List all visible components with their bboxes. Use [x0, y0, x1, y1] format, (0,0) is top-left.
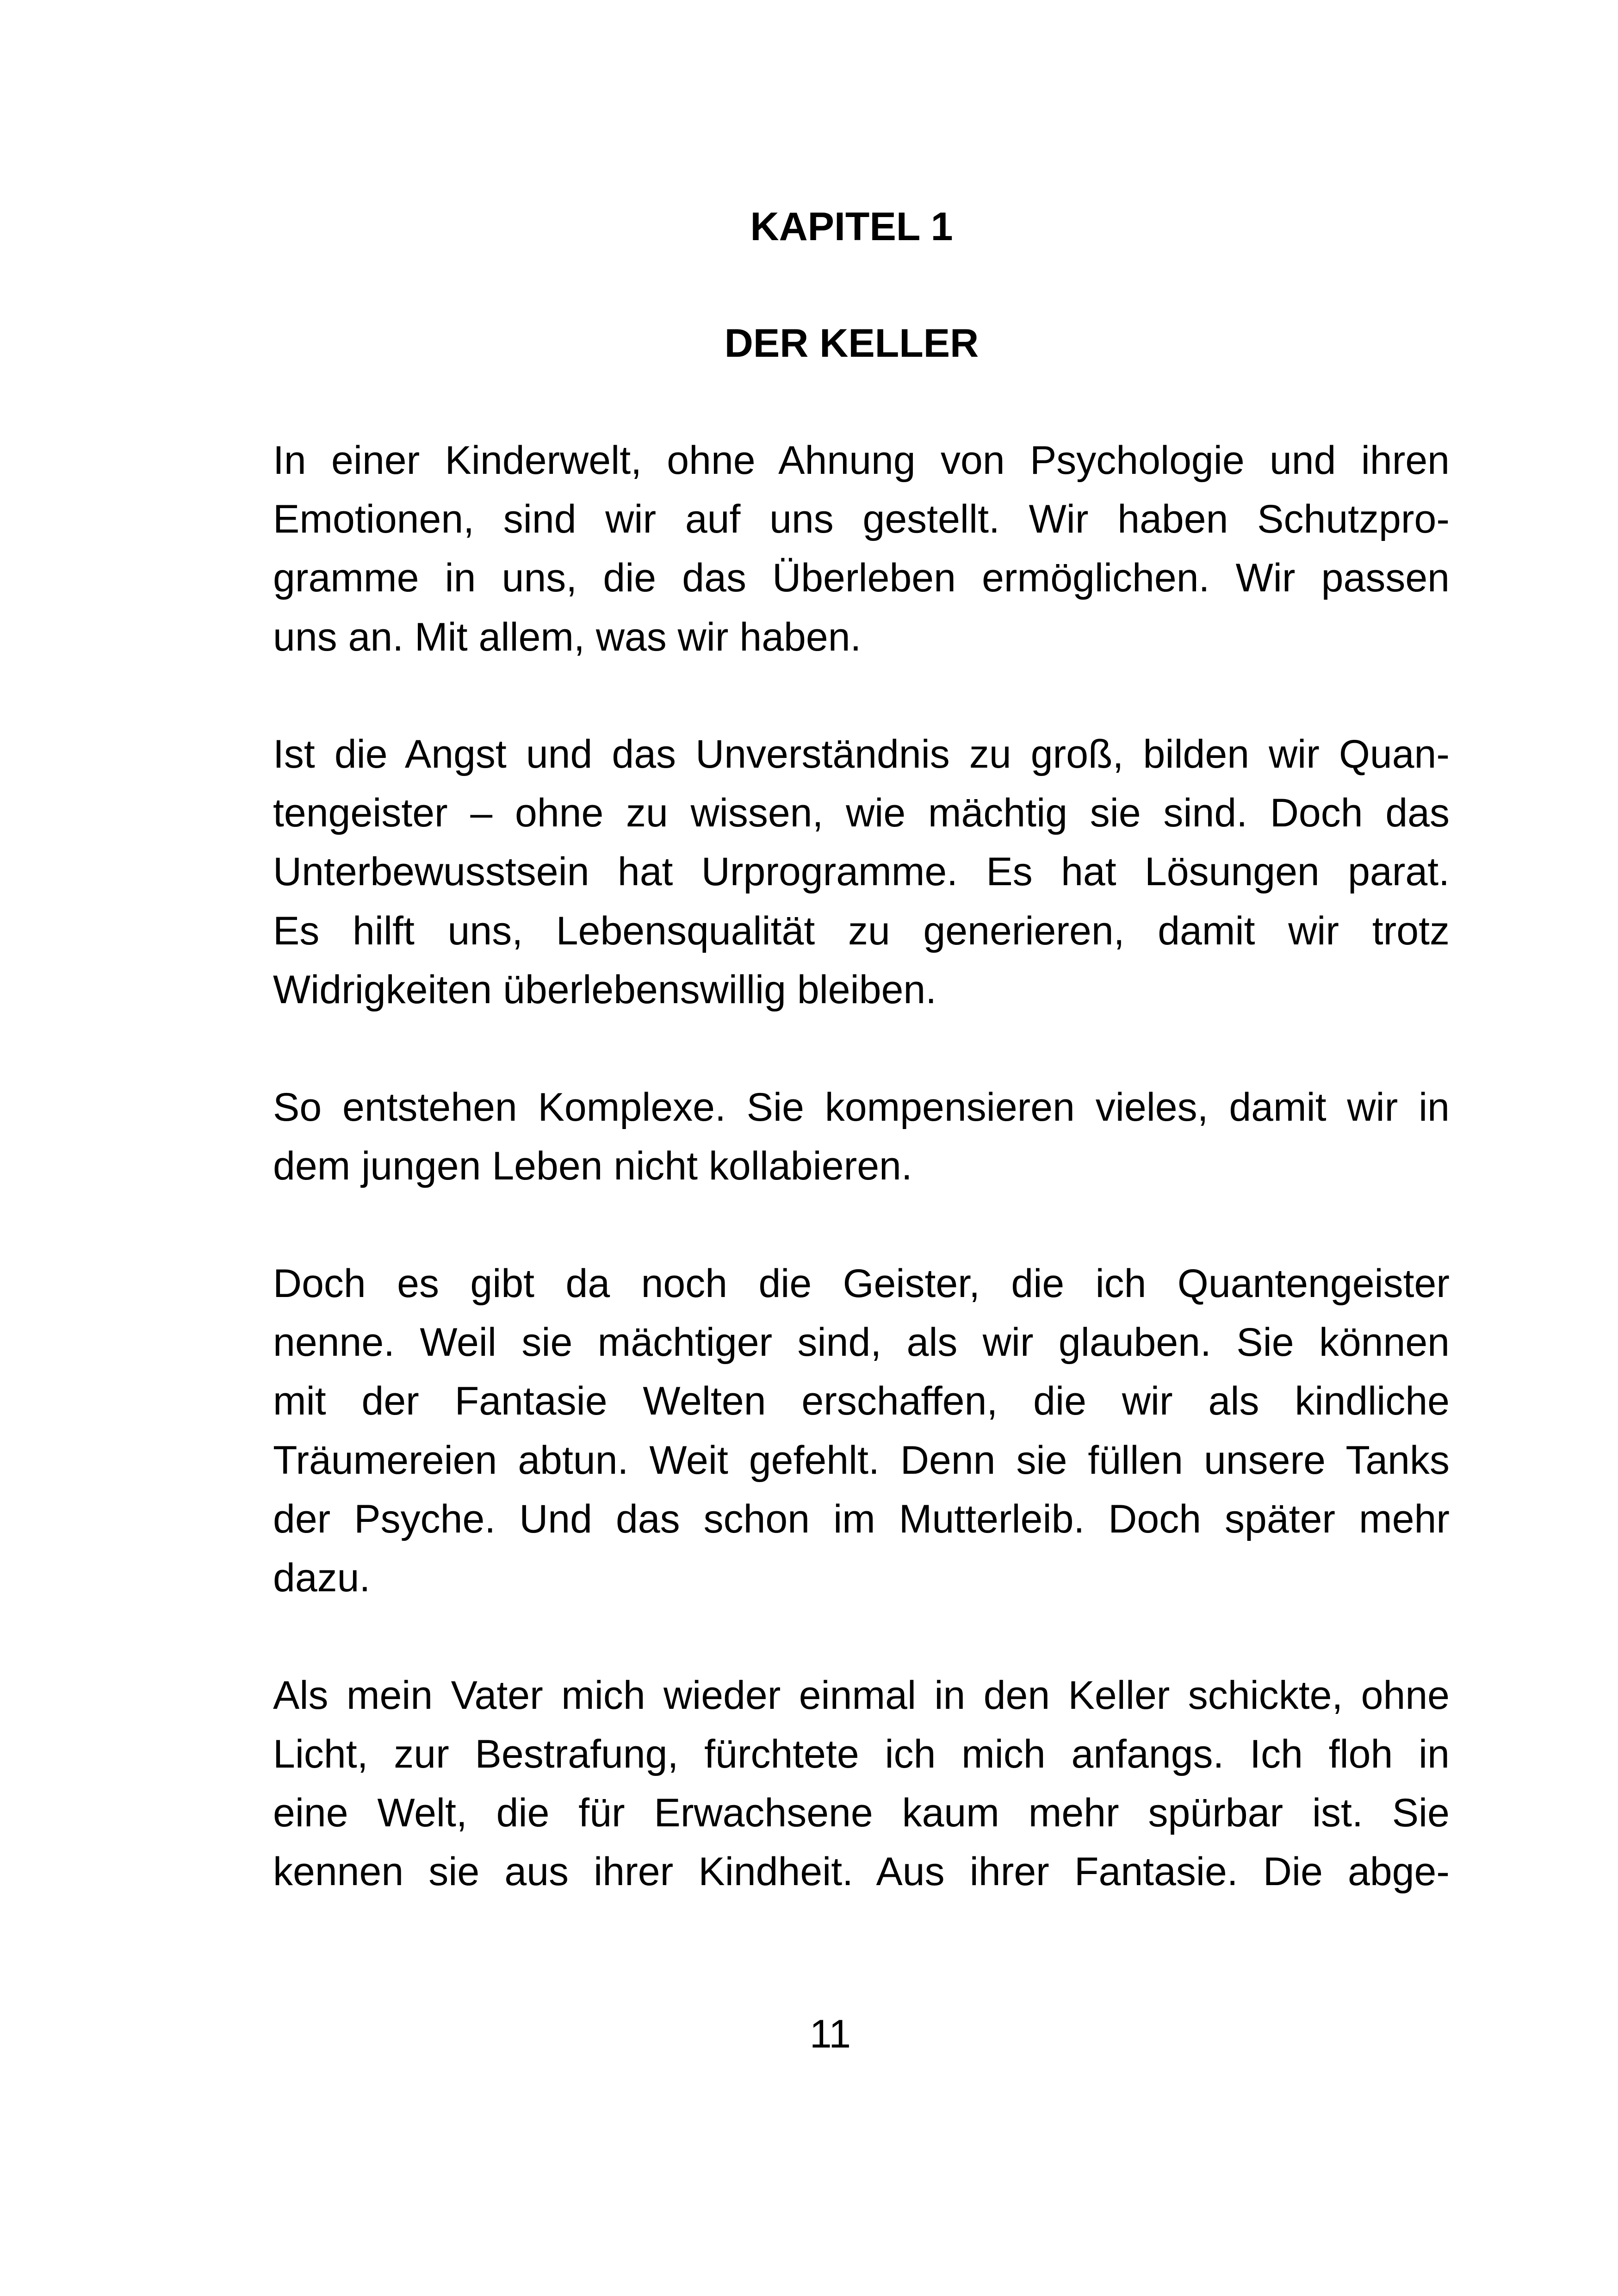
text-line: Es hilft uns, Lebensqualität zu generieren, damit wir trotz: [273, 909, 1450, 953]
text-line: Ist die Angst und das Unverständnis zu groß, bilden wir Quan-: [273, 732, 1450, 776]
text-line: Emotionen, sind wir auf uns gestellt. Wir haben Schutzpro-: [273, 497, 1450, 541]
text-line: kennen sie aus ihrer Kindheit. Aus ihrer Fantasie. Die abge-: [273, 1849, 1450, 1894]
text-line: nenne. Weil sie mächtiger sind, als wir glauben. Sie können: [273, 1320, 1450, 1365]
text-line: uns an. Mit allem, was wir haben.: [273, 615, 862, 659]
text-line: In einer Kinderwelt, ohne Ahnung von Psychologie und ihren: [273, 438, 1450, 483]
text-line: der Psyche. Und das schon im Mutterleib. Doch später mehr: [273, 1497, 1450, 1541]
text-line: So entstehen Komplexe. Sie kompensieren vieles, damit wir in: [273, 1085, 1450, 1129]
text-line: dem jungen Leben nicht kollabieren.: [273, 1144, 912, 1188]
text-line: tengeister – ohne zu wissen, wie mächtig sie sind. Doch das: [273, 791, 1450, 835]
text-line: mit der Fantasie Welten erschaffen, die wir als kindliche: [273, 1379, 1450, 1423]
text-line: Als mein Vater mich wieder einmal in den Keller schickte, ohne: [273, 1673, 1450, 1718]
text-line: Träumereien abtun. Weit gefehlt. Denn sie füllen unsere Tanks: [273, 1438, 1450, 1483]
text-line: Widrigkeiten überlebenswillig bleiben.: [273, 968, 937, 1012]
text-line: Unterbewusstsein hat Urprogramme. Es hat Lösungen parat.: [273, 850, 1450, 894]
text-line: eine Welt, die für Erwachsene kaum mehr spürbar ist. Sie: [273, 1791, 1450, 1835]
text-line: Doch es gibt da noch die Geister, die ich Quantengeister: [273, 1261, 1450, 1306]
page-number: 11: [809, 2012, 851, 2056]
text-line: gramme in uns, die das Überleben ermöglichen. Wir passen: [273, 556, 1450, 600]
chapter-number: KAPITEL 1: [750, 205, 953, 249]
text-line: dazu.: [273, 1556, 371, 1600]
text-line: Licht, zur Bestrafung, fürchtete ich mich anfangs. Ich floh in: [273, 1732, 1450, 1776]
chapter-title: DER KELLER: [724, 321, 979, 366]
